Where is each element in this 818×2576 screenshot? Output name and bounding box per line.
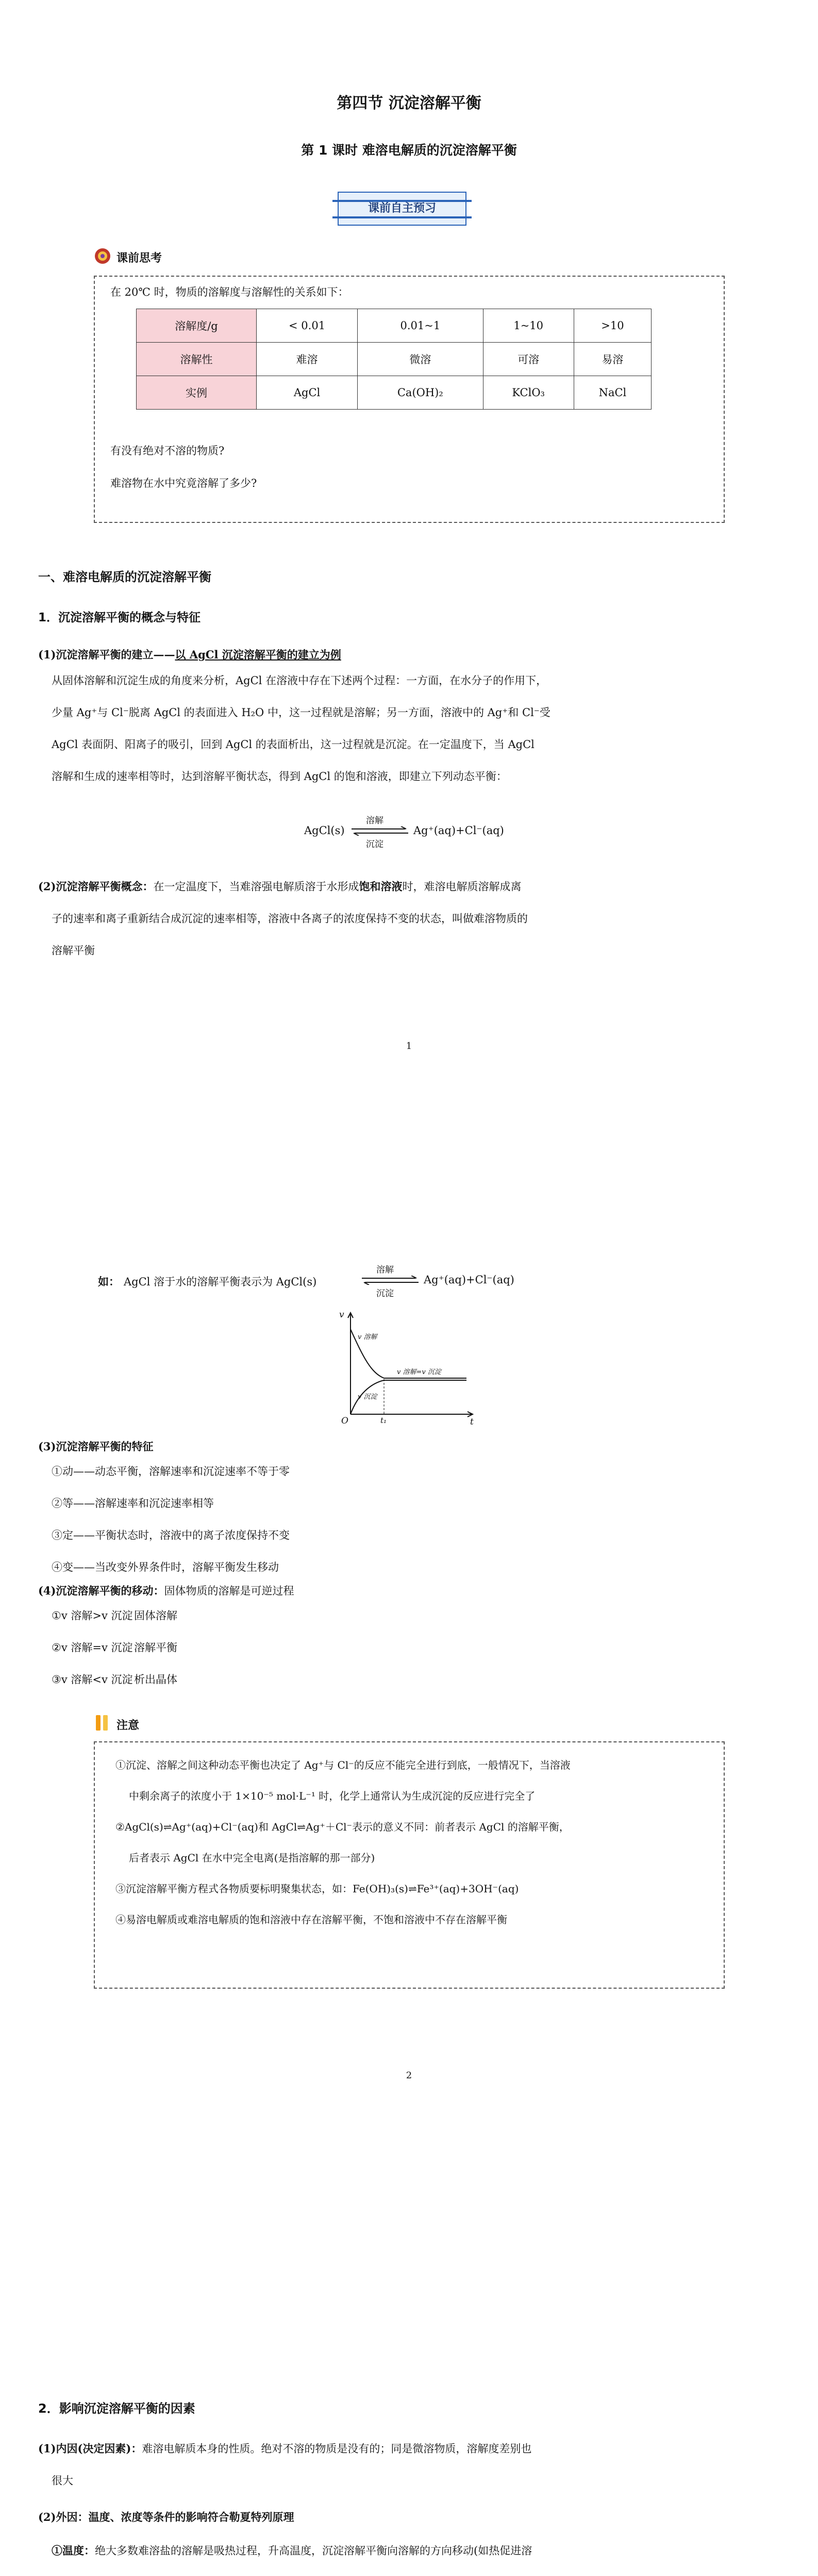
think-intro: 在 20℃ 时，物质的溶解度与溶解性的关系如下： [110,286,349,298]
eq1-bottom: 沉淀 [366,839,383,850]
graph-v-dissolve: v 溶解 [358,1333,377,1341]
move-item [52,1664,464,1696]
factor-internal-line [38,2433,739,2465]
move-head [38,1583,294,1598]
cell: < 0.01 [257,309,358,343]
move-result: 固体溶解 [134,1609,177,1622]
move-cond: ③v 溶解<v 沉淀 [52,1673,133,1686]
solubility-table [136,309,652,410]
cell: 微溶 [358,343,483,376]
page-number: 2 [406,2070,412,2081]
note-line: ④易溶电解质或难溶电解质的饱和溶液中存在溶解平衡，不饱和溶液中不存在溶解平衡 [115,1913,507,1926]
graph-v-eq: v 溶解=v 沉淀 [397,1368,441,1376]
move-list [52,1600,464,1696]
para-line: 溶解和生成的速率相等时，达到溶解平衡状态，得到 AgCl 的饱和溶液，即建立下列动态平衡： [52,770,507,783]
cell: KClO₃ [483,376,574,410]
graph-t1: t₁ [380,1416,387,1425]
cell: 溶解度/g [137,309,257,343]
cell: Ca(OH)₂ [358,376,483,410]
note-lines [115,1750,713,1935]
cell: 0.01~1 [358,309,483,343]
feature-item: ③定——平衡状态时，溶液中的离子浓度保持不变 [52,1529,290,1541]
eq2-bottom: 沉淀 [376,1289,394,1299]
move-cond: ②v 溶解=v 沉淀 [52,1641,133,1654]
feature-item: ②等——溶解速率和沉淀速率相等 [52,1497,214,1510]
para-1 [52,665,732,792]
equation-1 [304,813,572,849]
para-1-head [38,647,341,662]
para-2-key: 饱和溶液 [359,880,403,893]
note-line: 中剩余离子的浓度小于 1×10⁻⁵ mol·L⁻¹ 时，化学上通常认为生成沉淀的反应进行完全了 [129,1790,536,1802]
example-text: AgCl 溶于水的溶解平衡表示为 AgCl(s) [124,1276,317,1288]
section-heading: 2．影响沉淀溶解平衡的因素 [38,2401,195,2416]
features-list [52,1455,670,1583]
note-line: ②AgCl(s)⇌Ag⁺(aq)+Cl⁻(aq)和 AgCl⇌Ag⁺＋Cl⁻表示的意义不同：前者表示 AgCl 的溶解平衡， [115,1821,570,1833]
page-3 [0,2308,818,2576]
para-2-first [38,871,739,903]
factor-label: ①温度： [52,2544,95,2557]
section-heading: 一、难溶电解质的沉淀溶解平衡 [38,570,211,584]
cell: 溶解性 [137,343,257,376]
para-line: 少量 Ag⁺与 Cl⁻脱离 AgCl 的表面进入 H₂O 中，这一过程就是溶解；另一方面，溶液中的 Ag⁺和 Cl⁻受 [52,706,550,719]
note-box [94,1741,725,1989]
note-label: 注意 [116,1719,140,1732]
graph-origin: O [341,1416,348,1426]
factor-external-head: (2)外因：温度、浓度等条件的影响符合勒夏特列原理 [38,2511,294,2523]
page-title: 第四节 沉淀溶解平衡 [337,94,481,112]
equilibrium-arrow [362,1276,419,1285]
factor-line [52,2567,732,2576]
think-icon [94,247,111,265]
factor-text: 绝大多数难溶盐的溶解是吸热过程，升高温度，沉淀溶解平衡向溶解的方向移动(如热促进溶 [95,2545,532,2557]
question-1: 有没有绝对不溶的物质? [110,445,225,457]
note-icon [94,1713,111,1734]
eq2-top: 溶解 [376,1265,394,1275]
note-line: ③沉淀溶解平衡方程式各物质要标明聚集状态，如：Fe(OH)₃(s)⇌Fe³⁺(aq)+3OH⁻(aq) [115,1883,519,1895]
factor-item [52,2535,732,2567]
page-1 [0,0,818,1154]
cell: 1~10 [483,309,574,343]
subsection-heading: 1．沉淀溶解平衡的概念与特征 [38,611,201,624]
page-number: 1 [406,1041,412,1052]
equilibrium-arrow [352,826,408,836]
para-line: 从固体溶解和沉淀生成的角度来分析，AgCl 在溶液中存在下述两个过程：一方面，在水分子的作用下， [52,674,547,687]
cell: 易溶 [574,343,651,376]
lesson-subtitle: 第 1 课时 难溶电解质的沉淀溶解平衡 [301,143,517,158]
cell: AgCl [257,376,358,410]
para-2 [38,871,739,967]
para-2-text: 在一定温度下，当难溶强电解质溶于水形成 [153,880,359,893]
move-head-label: (4)沉淀溶解平衡的移动： [38,1584,164,1597]
eq2-right: Ag⁺(aq)+Cl⁻(aq) [424,1274,514,1286]
eq1-right: Ag⁺(aq)+Cl⁻(aq) [413,824,504,837]
cell: 实例 [137,376,257,410]
note-line: ①沉淀、溶解之间这种动态平衡也决定了 Ag⁺与 Cl⁻的反应不能完全进行到底，一般情况下，当溶液 [115,1759,571,1771]
move-cond: ①v 溶解>v 沉淀 [52,1609,133,1622]
graph-x-label: t [470,1417,474,1427]
move-item [52,1600,464,1632]
move-item [52,1632,464,1664]
note-line: 后者表示 AgCl 在水中完全电离(是指溶解的那一部分) [129,1852,375,1864]
features-head: (3)沉淀溶解平衡的特征 [38,1440,154,1453]
eq1-left: AgCl(s) [304,824,345,837]
para-line: AgCl 表面阴、阳离子的吸引，回到 AgCl 的表面析出，这一过程就是沉淀。在一定温度下，当 AgCl [52,738,535,751]
para-1-head-a: (1)沉淀溶解平衡的建立—— [38,648,175,661]
factor-list [52,2535,732,2576]
para-line: 溶解平衡 [52,944,95,957]
para-line: 子的速率和离子重新结合成沉淀的速率相等，溶液中各离子的浓度保持不变的状态，叫做难溶物质的 [52,912,528,925]
para-line: 很大 [52,2475,73,2487]
para-2-text: 时，难溶电解质溶解成离 [402,880,522,893]
rate-graph [335,1309,479,1427]
page-2 [0,1154,818,2308]
think-box [94,276,725,523]
cell: >10 [574,309,651,343]
think-label: 课前思考 [116,252,162,265]
factor-internal [38,2433,739,2497]
graph-v-precip: v 沉淀 [358,1393,377,1401]
cell: 难溶 [257,343,358,376]
para-2-head: (2)沉淀溶解平衡概念： [38,880,154,893]
example-line [98,1262,665,1298]
para-1-head-b: 以 AgCl 沉淀溶解平衡的建立为例 [175,648,341,661]
move-result: 溶解平衡 [134,1641,177,1654]
feature-item: ①动——动态平衡，溶解速率和沉淀速率不等于零 [52,1465,290,1478]
eq1-top: 溶解 [366,816,383,826]
preview-badge [338,192,466,226]
question-2: 难溶物在水中究竟溶解了多少? [110,477,257,489]
move-result: 析出晶体 [134,1673,177,1686]
move-head-text: 固体物质的溶解是可逆过程 [164,1585,294,1597]
factor-internal-text: 难溶电解质本身的性质。绝对不溶的物质是没有的；同是微溶物质，溶解度差别也 [142,2443,532,2455]
cell: NaCl [574,376,651,410]
feature-item: ④变——当改变外界条件时，溶解平衡发生移动 [52,1561,279,1573]
cell: 可溶 [483,343,574,376]
factor-internal-head: (1)内因(决定因素)： [38,2442,142,2455]
example-label: 如： [98,1275,120,1288]
graph-y-label: v [339,1310,344,1320]
preview-badge-label: 课前自主预习 [368,202,436,215]
